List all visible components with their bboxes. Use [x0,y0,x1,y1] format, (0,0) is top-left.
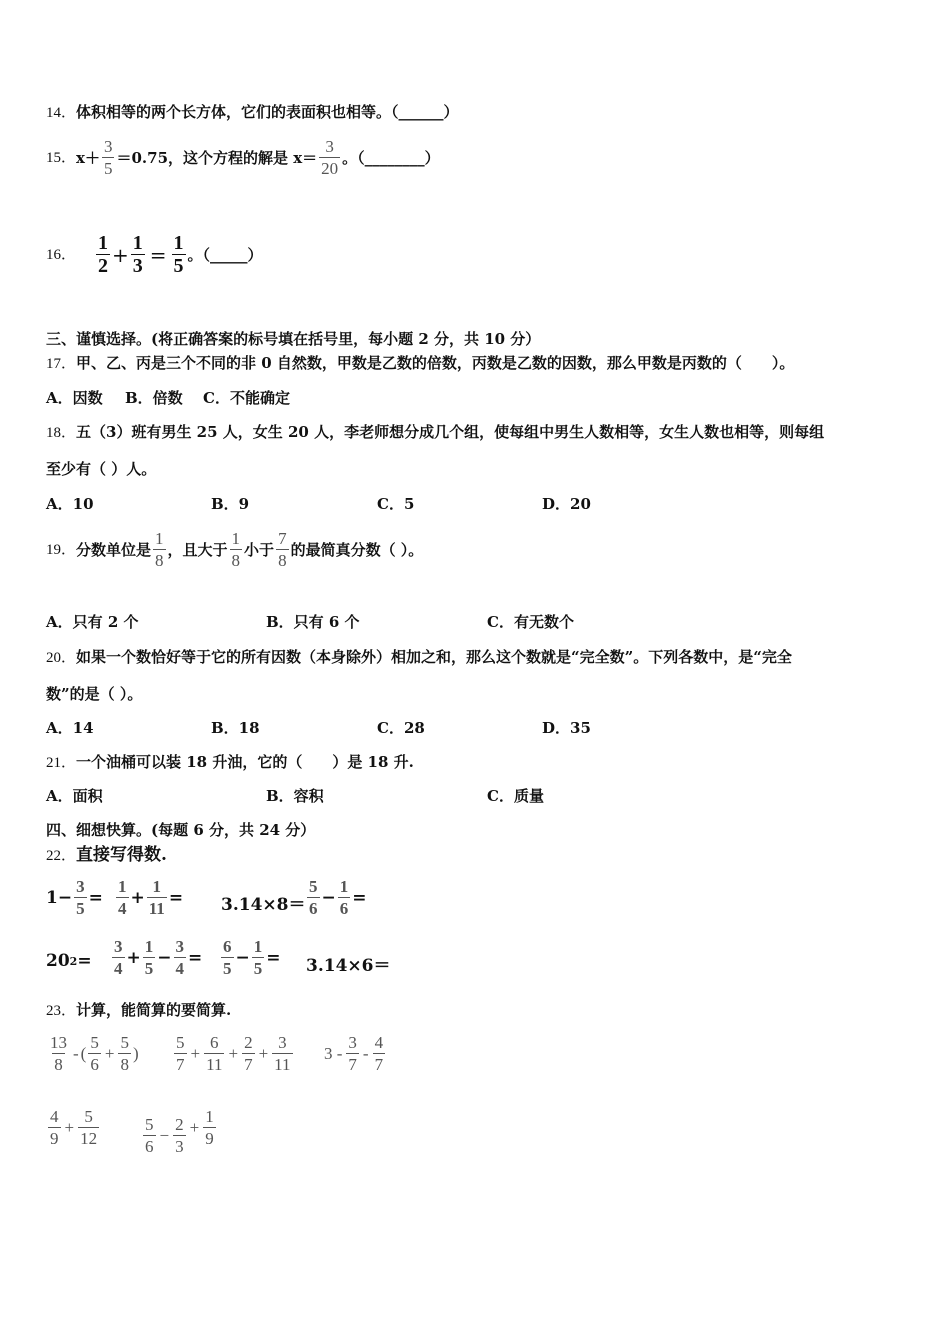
fraction: $\frac{1}{5}$ [144,937,154,978]
option-a: A．面积 [46,787,103,805]
question-number: 17． [46,356,77,372]
fraction: $\frac{1}{5}$ [253,937,263,978]
question-number: 18． [46,425,77,441]
expr-4: $\frac{4}{9}$ + $\frac{5}{12}$ [50,1107,98,1148]
expr-3: 3 - $\frac{3}{7}$ - $\frac{4}{7}$ [324,1033,384,1074]
expr-5: $\frac{5}{6}$ − $\frac{2}{3}$ + $\frac{1}{9}$ [145,1107,214,1156]
question-text-a: x＋ [76,148,100,167]
expr-1: $\frac{13}{8}$ - ( $\frac{5}{6}$ + $\frac{5}{8}$ ) [50,1033,139,1074]
question-text: 体积相等的两个长方体，它们的表面积也相等。（______） [76,103,459,121]
fraction: $\frac{4}{7}$ [374,1033,384,1074]
fraction: $\frac{3}{20}$ [321,137,339,178]
fraction: $\frac{2}{7}$ [244,1033,253,1074]
question-text: 一个油桶可以装 18 升油，它的（ ）是 18 升. [76,753,414,771]
question-text-c: 小于 [244,540,275,559]
fraction: $\frac{5}{6}$ [90,1033,99,1074]
question-18-line2: 至少有（ ）人。 [46,460,157,478]
fraction: $\frac{5}{7}$ [176,1033,185,1074]
option-b: B．容积 [266,787,324,805]
question-21 [46,752,414,773]
fraction: $\frac{7}{8}$ [278,529,287,570]
question-text: 甲、乙、丙是三个不同的非 0 自然数，甲数是乙数的倍数，丙数是乙数的因数，那么甲数是丙数的（ ）。 [76,354,795,372]
fraction: $\frac{5}{6}$ [309,877,318,918]
option-b: B．只有 6 个 [266,613,360,631]
calc-1-1-minus-3-5: 1− $\frac{3}{5}$ = [46,877,103,918]
fraction: $\frac{5}{6}$ [145,1115,154,1156]
question-number: 19． [46,541,77,558]
calc-5-6-minus-1-6: $\frac{5}{6}$ − $\frac{1}{6}$ = [309,877,367,918]
question-16 [46,232,263,277]
fraction: $\frac{1}{11}$ [148,877,165,918]
section-4-title: 四、细想快算。(每题 6 分，共 24 分） [46,821,316,839]
question-20-line2: 数”的是（ ）。 [46,685,143,703]
option-a: A．14 [46,719,94,737]
fraction: $\frac{1}{6}$ [339,877,349,918]
question-number: 23． [46,1003,77,1019]
fraction: $\frac{3}{11}$ [274,1033,291,1074]
option-c: C．5 [377,495,415,513]
question-19 [46,528,423,571]
question-number: 14． [46,105,77,121]
calc-20-squared: 20 2 = [46,951,92,971]
option-a: A．只有 2 个 [46,613,139,631]
question-tail: 。（_____） [187,245,263,264]
question-18 [46,422,824,443]
calc-3-14-times-6: 3.14×6＝ [306,956,391,976]
option-b: B．18 [211,719,260,737]
question-number: 20． [46,650,77,666]
option-a: A．因数 [46,389,103,407]
fraction: $\frac{1}{3}$ [132,232,143,277]
question-22 [46,845,167,866]
fraction: $\frac{3}{4}$ [175,937,184,978]
expr-2: $\frac{5}{7}$ + $\frac{6}{11}$ + $\frac{2}{7}$ + $\frac{3}{11}$ [176,1033,291,1074]
question-title: 计算，能简算的要简算. [76,1001,232,1019]
fraction: $\frac{1}{4}$ [118,877,127,918]
question-number: 15． [46,149,77,166]
option-c: C．有无数个 [487,613,574,631]
question-title: 直接写得数. [76,845,167,865]
fraction: $\frac{3}{4}$ [114,937,123,978]
option-b: B．9 [211,495,250,513]
fraction: $\frac{1}{5}$ [173,232,184,277]
fraction: $\frac{3}{5}$ [76,877,85,918]
option-a: A．10 [46,495,94,513]
question-14 [46,102,459,123]
question-number: 16． [46,246,77,263]
question-text-d: 的最简真分数（ ）。 [290,540,424,559]
fraction: $\frac{2}{3}$ [175,1115,184,1156]
option-d: D．35 [542,719,591,737]
question-text-line1: 五（3）班有男生 25 人，女生 20 人，李老师想分成几个组，使每组中男生人数相等，女生人数也相等，则每组 [76,423,825,441]
question-number: 21． [46,755,77,771]
fraction: $\frac{3}{7}$ [348,1033,357,1074]
fraction: $\frac{1}{8}$ [231,529,241,570]
fraction: $\frac{3}{5}$ [103,137,113,178]
option-d: D．20 [542,495,591,513]
question-text-c: 。（________） [342,148,440,167]
fraction: $\frac{6}{5}$ [223,937,232,978]
equals-sign: = [149,242,167,267]
question-text-b: ，且大于 [167,540,228,559]
option-b: B．倍数 [125,389,183,407]
plus-sign: + [112,242,129,267]
question-23 [46,1000,231,1021]
calc-3-4-plus-1-5-minus-3-4: $\frac{3}{4}$ + $\frac{1}{5}$ − $\frac{3}{4}$ = [114,937,203,978]
fraction: $\frac{1}{8}$ [155,529,164,570]
fraction: $\frac{6}{11}$ [206,1033,223,1074]
calc-1-4-plus-1-11: $\frac{1}{4}$ + $\frac{1}{11}$ = [118,877,184,918]
fraction: $\frac{13}{8}$ [50,1033,67,1074]
question-text-line1: 如果一个数恰好等于它的所有因数（本身除外）相加之和，那么这个数就是“完全数”。下列各数中，是“完全 [76,648,792,666]
fraction: $\frac{1}{2}$ [98,232,109,277]
question-number: 22． [46,848,77,864]
calc-3-14-times-8: 3.14×8＝ [221,895,306,915]
option-c: C．质量 [487,787,544,805]
fraction: $\frac{5}{8}$ [120,1033,129,1074]
question-text-b: ＝0.75，这个方程的解是 x＝ [116,148,318,167]
question-20 [46,647,792,668]
section-3-title: 三、谨慎选择。(将正确答案的标号填在括号里，每小题 2 分，共 10 分） [46,330,541,348]
option-c: C．28 [377,719,425,737]
question-text-a: 分数单位是 [76,540,152,559]
fraction: $\frac{5}{12}$ [80,1107,98,1148]
fraction: $\frac{4}{9}$ [50,1107,59,1148]
fraction: $\frac{1}{9}$ [205,1107,214,1148]
question-17 [46,353,794,374]
calc-6-5-minus-1-5: $\frac{6}{5}$ − $\frac{1}{5}$ = [223,937,281,978]
question-15 [46,136,440,179]
option-c: C．不能确定 [203,389,290,407]
